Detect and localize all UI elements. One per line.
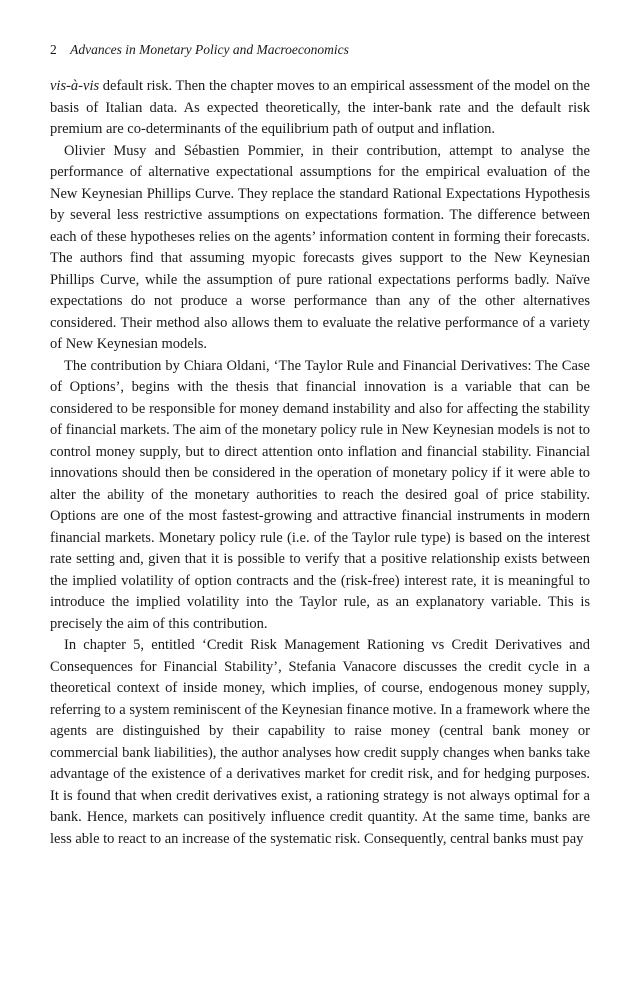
running-title: Advances in Monetary Policy and Macroeconomics [70, 42, 349, 57]
book-page [50, 40, 590, 850]
paragraph-3: The contribution by Chiara Oldani, ‘The Taylor Rule and Financial Derivatives: The Case of Options’, begins with the thesis that financial innovation is a variable that can be considered to be responsible for money demand instability and also for affecting the stability of financial markets. The aim of the monetary policy rule in New Keynesian models is not to control money supply, but to direct attention onto inflation and financial stability. Financial innovations should then be considered in the operation of monetary policy if it were able to alter the ability of the monetary authorities to reach the desired goal of price stability. Options are one of the most fastest-growing and attractive financial instruments in modern financial markets. Monetary policy rule (i.e. of the Taylor rule type) is based on the interest rate setting and, given that it is possible to verify that a positive relationship exists between the implied volatility of option contracts and the (risk-free) interest rate, it is meaningful to introduce the implied volatility into the Taylor rule, as an explanatory variable. This is precisely the aim of this contribution. [50, 357, 590, 632]
running-head [50, 40, 590, 60]
italic-lead: vis-à-vis [50, 78, 100, 94]
paragraph-4: In chapter 5, entitled ‘Credit Risk Management Rationing vs Credit Derivatives and Consequences for Financial Stability’, Stefania Vanacore discusses the credit cycle in a theoretical context of inside money, which implies, of course, endogenous money supply, referring to a system reminiscent of the Keynesian finance motive. In a framework where the agents are distinguished by their capability to raise money (central bank money or commercial bank liabilities), the author analyses how credit supply changes when banks take advantage of the existence of a derivatives market for credit risk, and for hedging purposes. It is found that when credit derivatives exist, a rationing strategy is not always optimal for a bank. Hence, markets can positively influence credit quantity. At the same time, banks are less able to react to an increase of the systematic risk. Consequently, central banks must pay [50, 637, 590, 847]
body-text [50, 76, 590, 850]
paragraph-1-text: default risk. Then the chapter moves to an empirical assessment of the model on the basis of Italian data. As expected theoretically, the inter-bank rate and the default risk premium are co-determinants of the equilibrium path of output and inflation. [50, 78, 590, 137]
page-number: 2 [50, 42, 57, 57]
paragraph-2: Olivier Musy and Sébastien Pommier, in their contribution, attempt to analyse the performance of alternative expectational assumptions for the empirical evaluation of the New Keynesian Phillips Curve. They replace the standard Rational Expectations Hypothesis by several less restrictive assumptions on expectations formation. The difference between each of these hypotheses relies on the agents’ information content in forming their forecasts. The authors find that assuming myopic forecasts gives support to the New Keynesian Phillips Curve, while the assumption of pure rational expectations performs badly. Naïve expectations do not produce a worse performance than any of the other alternatives considered. Their method also allows them to evaluate the relative performance of a variety of New Keynesian models. [50, 142, 590, 352]
paragraph-1 [50, 76, 590, 141]
